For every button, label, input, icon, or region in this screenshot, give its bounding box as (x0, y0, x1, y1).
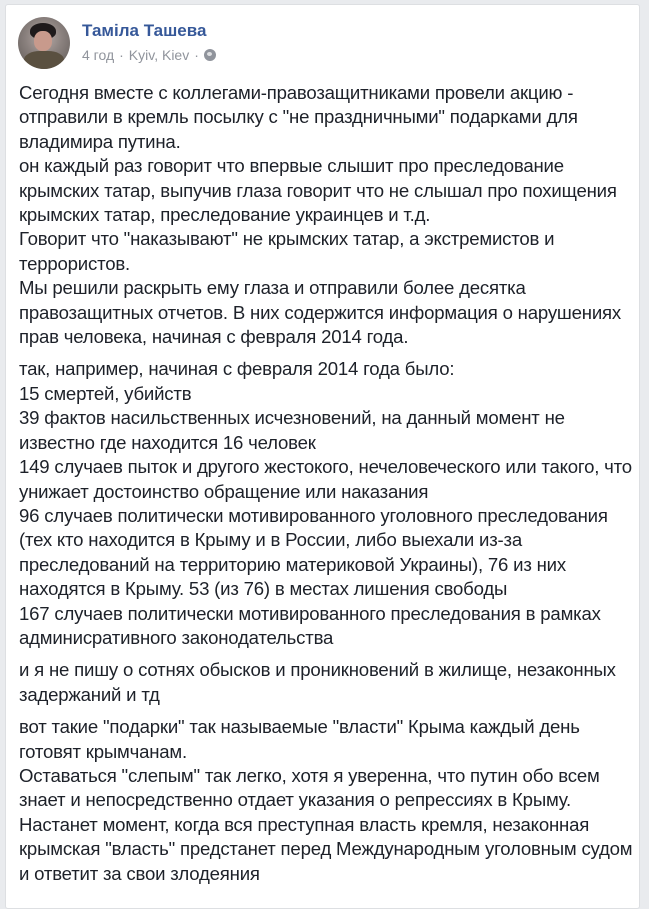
text-line: Сегодня вместе с коллегами-правозащитниками провели акцию - (19, 82, 574, 103)
author-avatar[interactable] (18, 17, 70, 69)
post-subline (82, 47, 216, 63)
avatar-face (34, 31, 52, 51)
text-line: и ответит за свои злодеяния (19, 862, 260, 884)
globe-icon[interactable] (204, 49, 216, 61)
text-line: знает и непосредственно отдает указания о репрессиях в Крыму. (19, 789, 571, 811)
text-line: 167 случаев политически мотивированного преследования в рамках (19, 602, 601, 624)
paragraph-3 (19, 658, 629, 707)
text-line: находятся в Крыму. 53 (из 76) в местах лишения свободы (19, 578, 508, 600)
paragraph-1 (19, 81, 629, 349)
text-line: 96 случаев политически мотивированного уголовного преследования (19, 504, 608, 526)
text-line: прав человека, начиная с февраля 2014 года. (19, 326, 409, 348)
text-line: готовят крымчанам. (19, 740, 187, 762)
text-line: Оставаться "слепым" так легко, хотя я уверенна, что путин обо всем (19, 764, 600, 786)
text-line: Мы решили раскрыть ему глаза и отправили более десятка (19, 277, 526, 299)
text-line: крымских татар, преследование украинцев и т.д. (19, 204, 431, 226)
text-line: и я не пишу о сотнях обысков и проникновений в жилище, незаконных (19, 659, 616, 681)
paragraph-2 (19, 357, 632, 650)
post-header (18, 17, 216, 69)
text-line: 15 смертей, убийств (19, 382, 192, 404)
post-body (19, 81, 633, 894)
text-line: террористов. (19, 252, 130, 274)
text-line: преследований на территорию материковой Украины), 76 из них (19, 553, 566, 575)
text-line: правозащитных отчетов. В них содержится информация о нарушениях (19, 301, 622, 323)
post-card (5, 4, 640, 909)
text-line: владимира путина. (19, 130, 181, 152)
text-line: Говорит что "наказывают" не крымских татар, а экстремистов и (19, 228, 555, 250)
text-line: он каждый раз говорит что впервые слышит про преследование (19, 155, 564, 177)
text-line: известно где находится 16 человек (19, 431, 316, 453)
avatar-coat (24, 51, 64, 69)
post-meta (82, 17, 216, 63)
separator-dot: · (194, 47, 199, 63)
text-line: унижает достоинство обращение или наказания (19, 480, 429, 502)
text-line: отправили в кремль посылку с "не праздничными" подарками для (19, 106, 578, 128)
separator-dot: · (119, 47, 124, 63)
text-line: (тех кто находится в Крыму и в России, либо выехали из-за (19, 529, 522, 551)
post-location[interactable]: Kyiv, Kiev (128, 47, 190, 63)
text-line: так, например, начиная с февраля 2014 года было: (19, 358, 455, 380)
post-timestamp[interactable]: 4 год (82, 47, 115, 63)
text-line: Настанет момент, когда вся преступная власть кремля, незаконная (19, 813, 590, 835)
text-line: админисративного законодательства (19, 626, 334, 648)
author-name-link[interactable]: Таміла Ташева (82, 21, 207, 40)
text-line: 149 случаев пыток и другого жестокого, нечеловеческого или такого, что (19, 456, 632, 478)
text-line: вот такие "подарки" так называемые "власти" Крыма каждый день (19, 716, 580, 738)
text-line: крымская "власть" предстанет перед Международным уголовным судом (19, 838, 633, 860)
text-line: крымских татар, выпучив глаза говорит что не слышал про похищения (19, 179, 617, 201)
paragraph-4 (19, 715, 633, 886)
text-line: 39 фактов насильственных исчезновений, на данный момент не (19, 407, 565, 429)
text-line: задержаний и тд (19, 683, 160, 705)
